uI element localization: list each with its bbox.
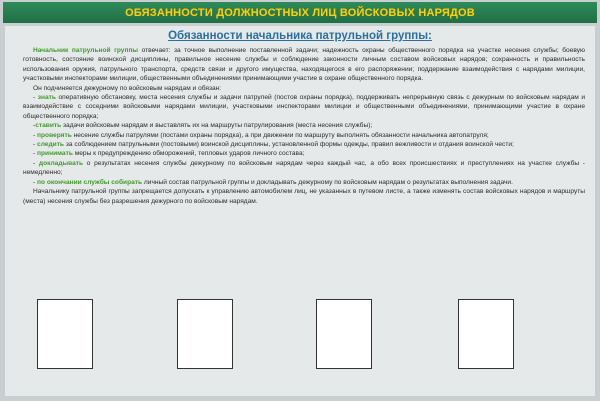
duty-dash: - xyxy=(33,94,38,102)
duty-item xyxy=(23,149,585,158)
responsibility-text: отвечает: за точное выполнение поставленной задачи; надежность охраны общественного порядка на участке несения службы; боевую готовность, состояние воинской дисциплины, правильное несение службы и соблюдение законности личным составом войсковых нарядов; сохранность и правильность использования оружия, патрульного транспорта, средств связи и другого имущества, находящегося в его распоряжении; поддержание взаимодействия с нарядами милиции, участковыми инспекторами милиции, общественными объединениями принимающими участие в охране общественного порядка. xyxy=(23,47,585,83)
photo-frame xyxy=(316,299,372,369)
photo-frame xyxy=(458,299,514,369)
section-heading: Обязанности начальника патрульной группы: xyxy=(168,30,432,42)
duty-item xyxy=(23,93,585,121)
duty-text: задачи войсковым нарядам и выставлять их на маршруты патрулирования (места несения службы); xyxy=(61,122,373,130)
duty-item xyxy=(23,131,585,140)
duty-text: оперативную обстановку, места несения службы и задачи патрулей (постов охраны порядка), поддерживать непрерывную связь с дежурным по войсковым нарядам и взаимодействие с соседними войсковыми нарядами милиции, участковыми инспекторами милиции и общественными объединениями, принимающими участие в охране общественного порядка; xyxy=(23,94,585,120)
duty-dash: - xyxy=(33,159,39,167)
duty-term: по окончании службы собирать xyxy=(37,178,143,186)
duty-item xyxy=(23,121,585,130)
duty-item xyxy=(23,140,585,149)
duty-dash: - xyxy=(33,150,38,158)
duty-item xyxy=(23,159,585,178)
duty-term: принимать xyxy=(37,150,73,158)
duty-dash: - xyxy=(33,141,38,149)
subordination-paragraph: Он подчиняется дежурному по войсковым нарядам и обязан: xyxy=(33,84,222,92)
duty-dash: - xyxy=(33,178,38,186)
photo-frame xyxy=(177,299,233,369)
duty-text: меры к предупреждению обморожений, тепловых ударов личного состава; xyxy=(72,150,305,158)
duty-dash: - xyxy=(33,131,38,139)
duty-text: несение службы патрулями (постами охраны порядка), а при движении по маршруту выполнять обязанности начальника автопатруля; xyxy=(71,131,489,139)
content-board xyxy=(5,26,595,396)
duty-term: проверять xyxy=(37,131,72,139)
responsibility-paragraph xyxy=(23,46,585,84)
role-term: Начальник патрульной группы xyxy=(33,47,139,54)
photo-frame xyxy=(37,299,93,369)
duty-text: за соблюдением патрульными (постовыми) воинской дисциплины, установленной формы одежды, правил вежливости и отдания воинской чести; xyxy=(64,141,514,149)
title-banner xyxy=(3,2,597,23)
duty-text: о результатах несения службы дежурному по войсковым нарядам через каждый час, а обо всех происшествиях и преступлениях на участке службы - немедленно; xyxy=(23,159,585,177)
duty-term: следить xyxy=(37,141,64,149)
duty-dash: - xyxy=(33,122,36,130)
duty-term: знать xyxy=(37,94,56,102)
duty-item xyxy=(23,178,585,187)
prohibition-paragraph: Начальнику патрульной группы запрещается допускать к управлению автомобилем лиц, не указанных в путевом листе, а также изменять состав войсковых нарядов и маршруты (места) несения службы без разрешения дежурного по войсковым нарядам. xyxy=(23,188,585,205)
duty-term: ставить xyxy=(35,122,62,130)
duty-term: докладывать xyxy=(38,159,84,167)
duties-text xyxy=(23,46,585,206)
photo-frames xyxy=(5,299,595,371)
banner-title: ОБЯЗАННОСТИ ДОЛЖНОСТНЫХ ЛИЦ ВОЙСКОВЫХ НАРЯДОВ xyxy=(125,6,475,19)
duty-text: личный состав патрульной группы и докладывать дежурному по войсковым нарядам о результатах выполнения задачи. xyxy=(142,178,513,186)
